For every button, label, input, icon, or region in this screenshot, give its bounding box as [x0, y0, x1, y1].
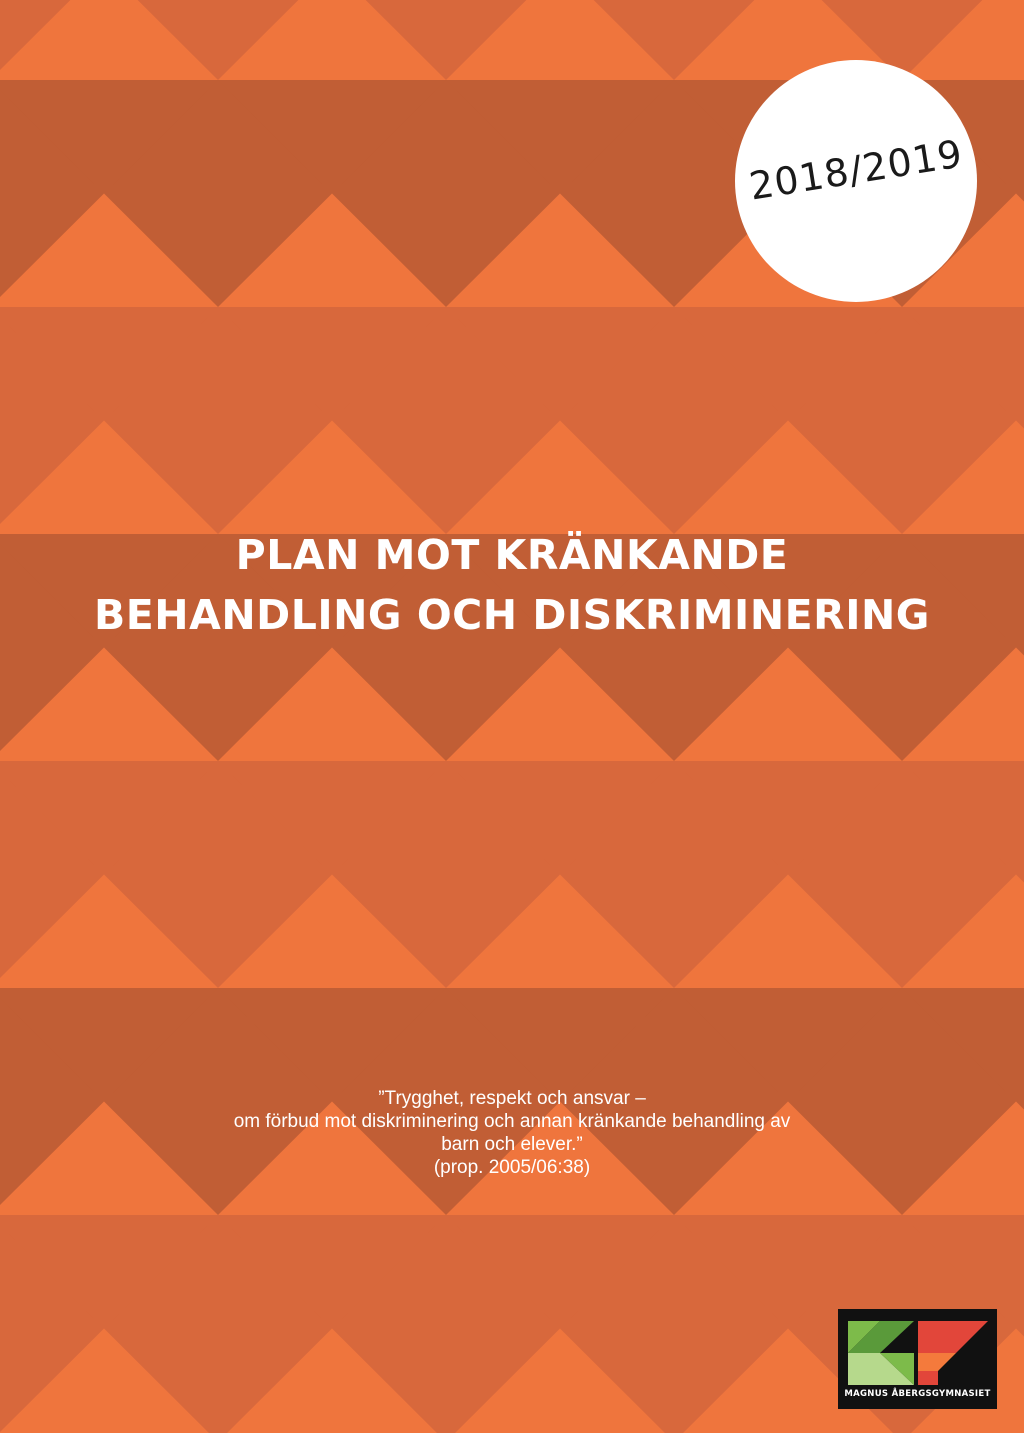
title-line-1: PLAN MOT KRÄNKANDE: [235, 531, 789, 579]
quote-citation: (prop. 2005/06:38): [433, 1157, 591, 1178]
school-name: MAGNUS ÅBERGSGYMNASIET: [844, 1389, 991, 1399]
quote-line-3: barn och elever.”: [441, 1134, 583, 1155]
quote-line-1: ”Trygghet, respekt och ansvar –: [378, 1088, 646, 1109]
school-logo: [838, 1309, 997, 1409]
quote-block: [0, 1087, 1024, 1179]
document-title: [0, 525, 1024, 645]
title-line-2: BEHANDLING OCH DISKRIMINERING: [94, 591, 930, 639]
year-badge: [735, 60, 977, 302]
quote-line-2: om förbud mot diskriminering och annan kränkande behandling av: [233, 1111, 791, 1132]
year-badge-text: 2018/2019: [746, 131, 966, 209]
